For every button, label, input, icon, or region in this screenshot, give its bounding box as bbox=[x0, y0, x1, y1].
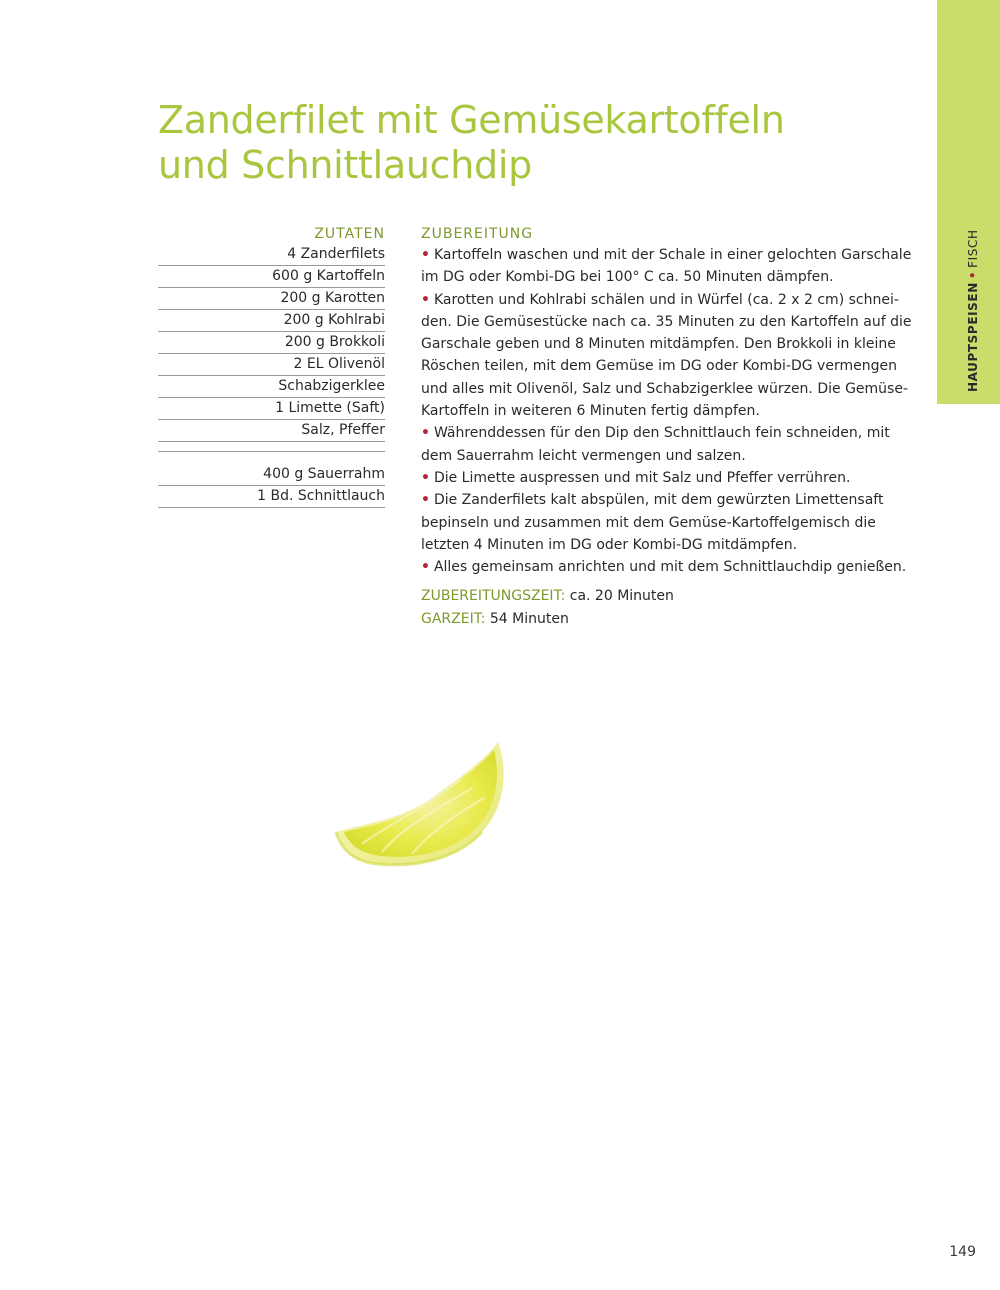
preparation-line bbox=[421, 556, 907, 578]
preparation-heading: ZUBEREITUNG bbox=[421, 226, 534, 242]
bullet-icon: • bbox=[421, 425, 430, 442]
timing-info bbox=[421, 585, 901, 630]
prep-time-value: ca. 20 Minuten bbox=[565, 588, 674, 605]
ingredient-item: 2 EL Olivenöl bbox=[158, 354, 385, 376]
preparation-text: Die Zanderfilets kalt abspülen, mit dem gewürzten Limettensaft bbox=[433, 492, 884, 509]
preparation-line: den. Die Gemüsestücke nach ca. 35 Minuten zu den Kartoffeln auf die bbox=[421, 313, 912, 330]
lime-wedge-image bbox=[322, 728, 532, 888]
ingredient-item: 400 g Sauerrahm bbox=[158, 464, 385, 486]
section-tab-label bbox=[963, 230, 983, 395]
ingredients-list bbox=[158, 224, 385, 508]
preparation-line: dem Sauerrahm leicht vermengen und salzen. bbox=[421, 447, 746, 464]
cook-time-value: 54 Minuten bbox=[485, 610, 569, 627]
preparation-text: Währenddessen für den Dip den Schnittlauch fein schneiden, mit bbox=[433, 425, 890, 442]
recipe-title-line-2: und Schnittlauchdip bbox=[158, 143, 532, 187]
preparation-line bbox=[421, 289, 901, 311]
preparation-section bbox=[421, 224, 912, 630]
ingredient-item: 1 Limette (Saft) bbox=[158, 398, 385, 420]
preparation-line bbox=[421, 244, 912, 266]
bullet-icon: • bbox=[421, 559, 430, 576]
preparation-line bbox=[421, 467, 901, 489]
page-number: 149 bbox=[949, 1244, 976, 1260]
section-separator-dot: • bbox=[966, 270, 980, 280]
ingredients-heading: ZUTATEN bbox=[314, 226, 385, 242]
preparation-text: Alles gemeinsam anrichten und mit dem Schnittlauchdip genießen. bbox=[433, 559, 907, 576]
ingredient-item: Schabzigerklee bbox=[158, 376, 385, 398]
ingredient-item: 4 Zanderfilets bbox=[158, 244, 385, 266]
preparation-line bbox=[421, 422, 901, 444]
bullet-icon: • bbox=[421, 247, 430, 263]
prep-time bbox=[421, 585, 901, 608]
cook-time-label: GARZEIT: bbox=[421, 610, 486, 627]
ingredient-item: 600 g Kartoffeln bbox=[158, 266, 385, 288]
preparation-line: bepinseln und zusammen mit dem Gemüse-Kartoffelgemisch die bbox=[421, 514, 876, 531]
preparation-line: Kartoffeln in weiteren 6 Minuten fertig dämpfen. bbox=[421, 403, 760, 420]
prep-time-label: ZUBEREITUNGSZEIT: bbox=[421, 588, 566, 605]
preparation-line: Garschale geben und 8 Minuten mitdämpfen. Den Brokkoli in kleine bbox=[421, 336, 896, 353]
bullet-icon: • bbox=[421, 469, 430, 486]
preparation-text: Kartoffeln waschen und mit der Schale in einer gelochten Garschale bbox=[433, 247, 912, 263]
ingredient-item: Salz, Pfeffer bbox=[158, 420, 385, 442]
preparation-text: Karotten und Kohlrabi schälen und in Würfel (ca. 2 x 2 cm) schnei- bbox=[433, 291, 899, 308]
bullet-icon: • bbox=[421, 291, 430, 308]
section-category: HAUPTSPEISEN bbox=[966, 282, 980, 392]
ingredient-group-spacer bbox=[158, 442, 385, 452]
preparation-line: im DG oder Kombi-DG bei 100° C ca. 50 Minuten dämpfen. bbox=[421, 269, 834, 286]
recipe-title bbox=[158, 98, 898, 188]
ingredient-item: 200 g Karotten bbox=[158, 288, 385, 310]
bullet-icon: • bbox=[421, 492, 430, 509]
recipe-title-line-1: Zanderfilet mit Gemüsekartoffeln bbox=[158, 98, 785, 142]
preparation-line: und alles mit Olivenöl, Salz und Schabzigerklee würzen. Die Gemüse- bbox=[421, 380, 908, 397]
ingredient-item: 200 g Kohlrabi bbox=[158, 310, 385, 332]
cook-time bbox=[421, 608, 901, 631]
preparation-line bbox=[421, 489, 901, 511]
ingredient-item: 1 Bd. Schnittlauch bbox=[158, 486, 385, 508]
section-subcategory: FISCH bbox=[966, 229, 980, 268]
preparation-line: letzten 4 Minuten im DG oder Kombi-DG mitdämpfen. bbox=[421, 536, 798, 553]
preparation-text: Die Limette auspressen und mit Salz und Pfeffer verrühren. bbox=[433, 469, 851, 486]
ingredient-item: 200 g Brokkoli bbox=[158, 332, 385, 354]
preparation-line: Röschen teilen, mit dem Gemüse im DG oder Kombi-DG vermengen bbox=[421, 358, 897, 375]
